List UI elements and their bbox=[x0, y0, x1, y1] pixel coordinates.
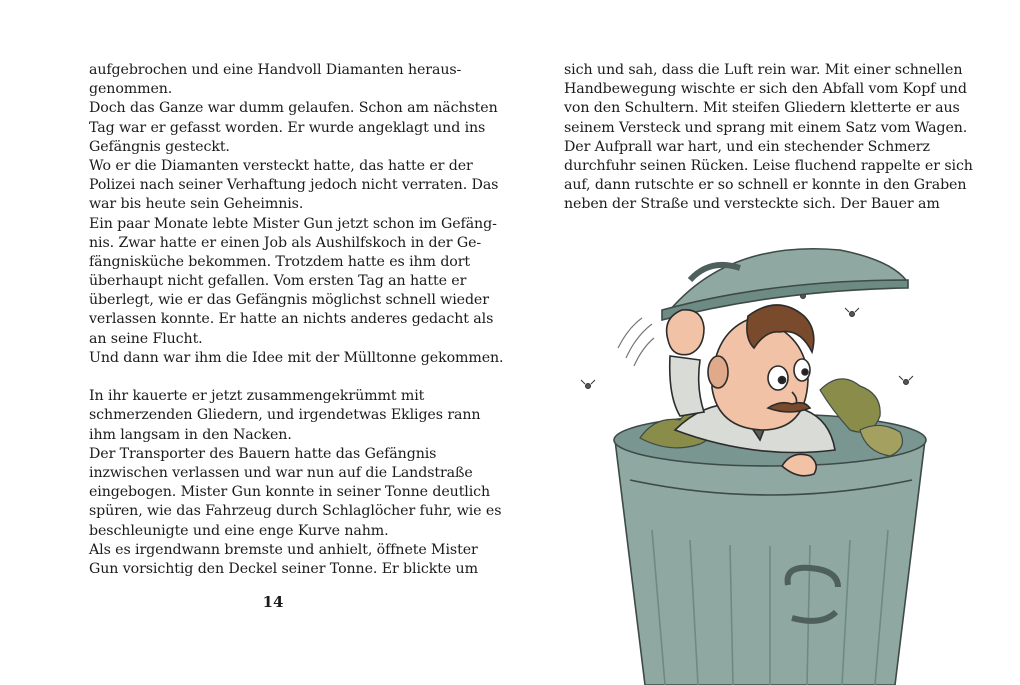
text-line: verlassen konnte. Er hatte an nichts anderes gedacht als bbox=[89, 311, 494, 328]
paragraph bbox=[89, 99, 498, 157]
paragraph bbox=[89, 215, 497, 349]
paragraph bbox=[564, 61, 968, 138]
text-line: durchfuhr seinen Rücken. Leise fluchend rappelte er sich bbox=[564, 157, 973, 174]
text-line: Handbewegung wischte er sich den Abfall vom Kopf und bbox=[564, 81, 967, 98]
text-line: überlegt, wie er das Gefängnis möglichst schnell wieder bbox=[89, 292, 489, 309]
text-line: spüren, wie das Fahrzeug durch Schlaglöcher fuhr, wie es bbox=[89, 503, 502, 520]
text-line: Gefängnis gesteckt. bbox=[89, 138, 230, 155]
text-line: Gun vorsichtig den Deckel seiner Tonne. Er blickte um bbox=[89, 560, 478, 577]
text-line: schmerzenden Gliedern, und irgendetwas Ekliges rann bbox=[89, 407, 481, 424]
text-line: genommen. bbox=[89, 81, 173, 98]
man-in-trash-can-illustration bbox=[570, 240, 960, 685]
text-line: beschleunigte und eine enge Kurve nahm. bbox=[89, 522, 389, 539]
text-line: seinem Versteck und sprang mit einem Satz vom Wagen. bbox=[564, 119, 968, 136]
paragraph bbox=[564, 138, 973, 215]
text-line: sich und sah, dass die Luft rein war. Mit einer schnellen bbox=[564, 62, 963, 78]
text-line: Polizei nach seiner Verhaftung jedoch nicht verraten. Das bbox=[89, 177, 499, 194]
man-head bbox=[708, 305, 814, 430]
text-line: Und dann war ihm die Idee mit der Mülltonne gekommen. bbox=[89, 349, 504, 366]
right-page-text bbox=[564, 61, 973, 215]
text-line: überhaupt nicht gefallen. Vom ersten Tag an hatte er bbox=[89, 273, 467, 290]
trash-bin bbox=[614, 414, 926, 685]
paragraph-spacer bbox=[89, 368, 474, 387]
paragraph bbox=[89, 387, 481, 445]
left-page-text bbox=[89, 61, 504, 579]
paragraph bbox=[89, 541, 478, 579]
paragraph bbox=[89, 157, 499, 215]
text-line: nis. Zwar hatte er einen Job als Aushilfskoch in der Ge- bbox=[89, 234, 482, 251]
text-line: Der Transporter des Bauern hatte das Gefängnis bbox=[89, 445, 437, 462]
paragraph bbox=[89, 445, 502, 541]
text-line: war bis heute sein Geheimnis. bbox=[89, 196, 304, 213]
motion-lines bbox=[618, 318, 654, 366]
text-line: Der Aufprall war hart, und ein stechender Schmerz bbox=[564, 138, 930, 155]
paragraph bbox=[89, 349, 504, 368]
text-line: auf, dann rutschte er so schnell er konnte in den Graben bbox=[564, 177, 967, 194]
text-line: aufgebrochen und eine Handvoll Diamanten heraus- bbox=[89, 62, 462, 78]
text-line: neben der Straße und versteckte sich. Der Bauer am bbox=[564, 196, 940, 213]
text-line: Ein paar Monate lebte Mister Gun jetzt schon im Gefäng- bbox=[89, 215, 497, 232]
text-line: eingebogen. Mister Gun konnte in seiner Tonne deutlich bbox=[89, 484, 491, 501]
man-raised-hand bbox=[667, 310, 704, 416]
paragraph bbox=[89, 61, 474, 99]
text-line: Als es irgendwann bremste und anhielt, öffnete Mister bbox=[89, 541, 478, 558]
text-line: an seine Flucht. bbox=[89, 330, 203, 347]
page-number: 14 bbox=[262, 593, 284, 611]
text-line: von den Schultern. Mit steifen Gliedern kletterte er aus bbox=[564, 100, 960, 117]
text-line: fängnisküche bekommen. Trotzdem hatte es ihm dort bbox=[89, 253, 471, 270]
text-line: Wo er die Diamanten versteckt hatte, das hatte er der bbox=[89, 157, 473, 174]
text-line: In ihr kauerte er jetzt zusammengekrümmt mit bbox=[89, 388, 425, 405]
text-line: Doch das Ganze war dumm gelaufen. Schon am nächsten bbox=[89, 100, 498, 117]
text-line: ihm langsam in den Nacken. bbox=[89, 426, 292, 443]
text-line: inzwischen verlassen und war nun auf die Landstraße bbox=[89, 464, 473, 481]
right-page bbox=[510, 0, 1020, 685]
text-line: Tag war er gefasst worden. Er wurde angeklagt und ins bbox=[89, 119, 486, 136]
